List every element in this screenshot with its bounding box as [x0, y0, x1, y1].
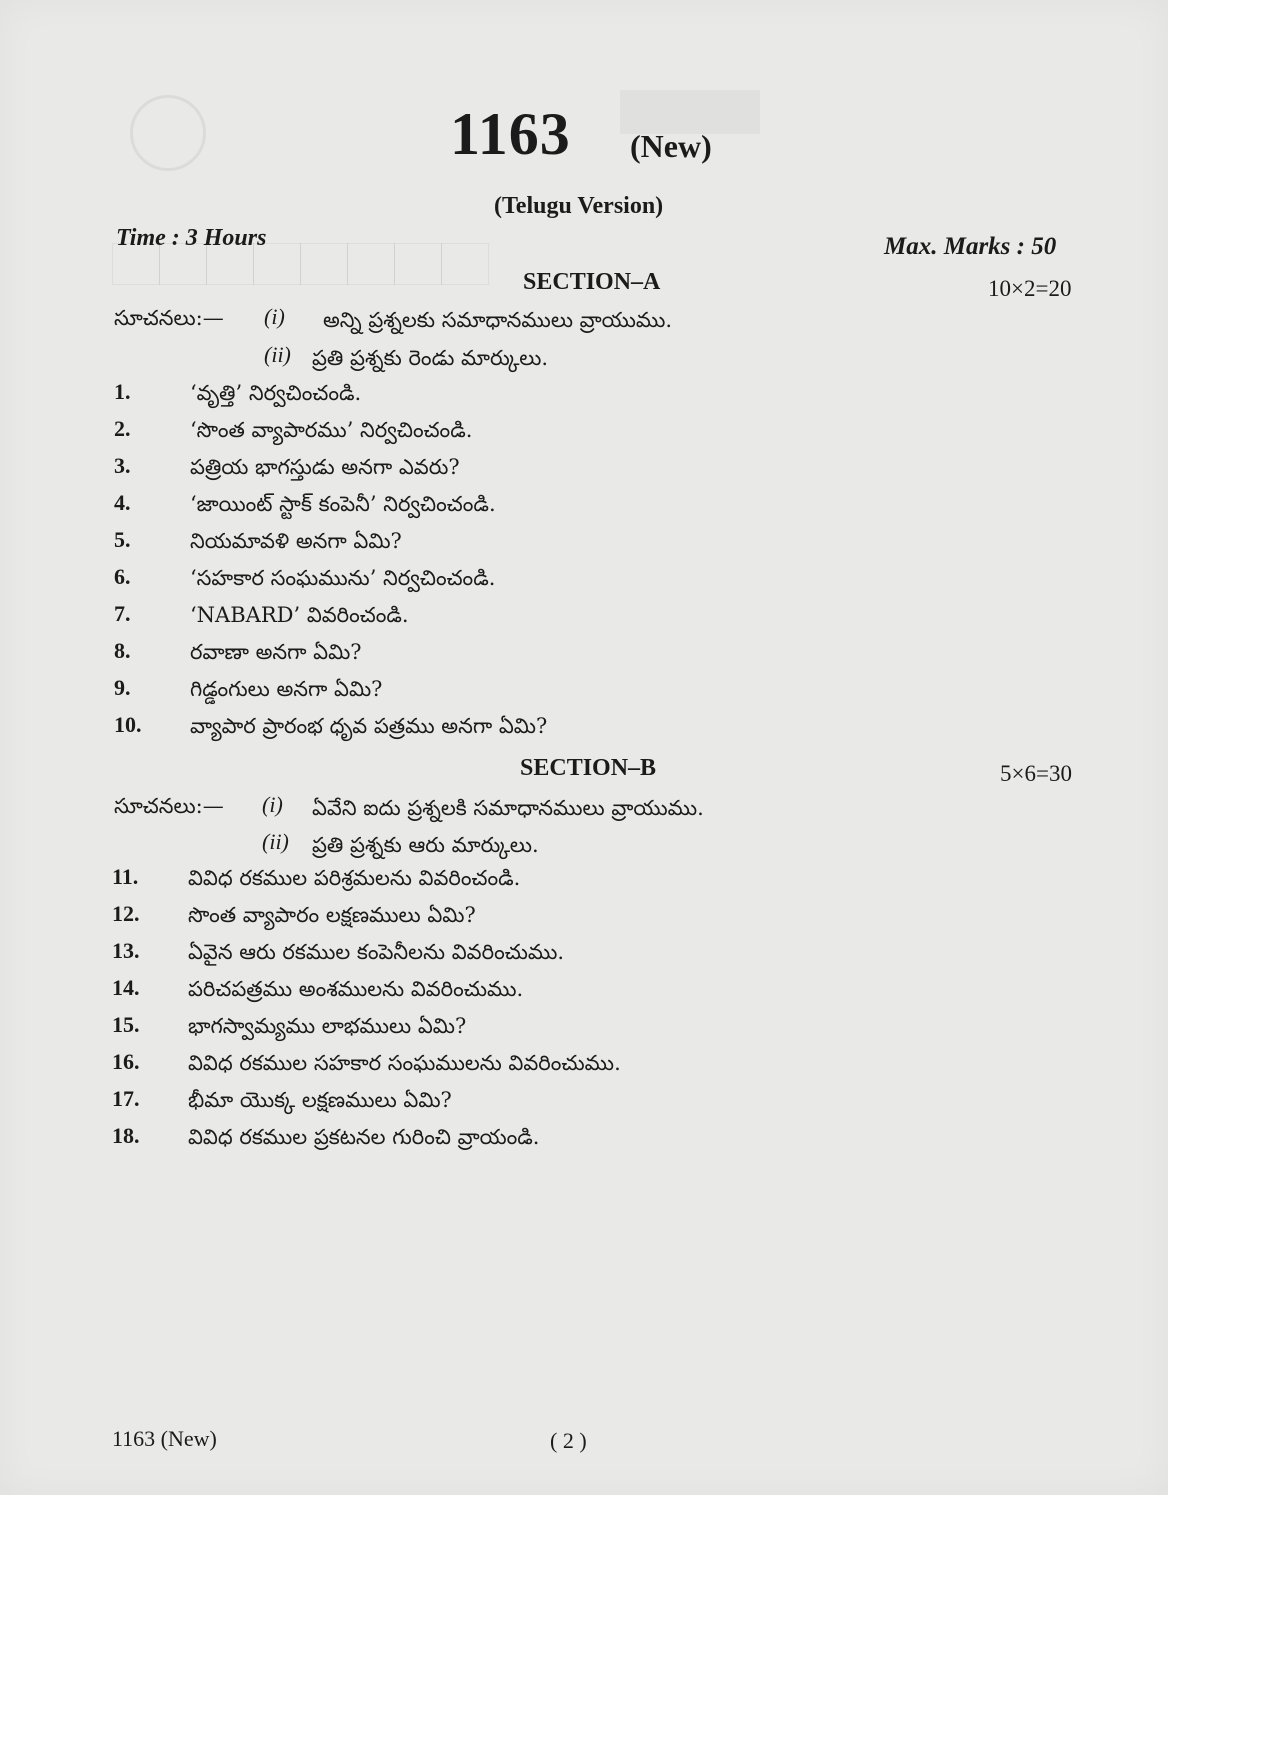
section-b-note-index: (i) — [262, 792, 283, 817]
paper-code-suffix: (New) — [630, 128, 712, 164]
question-number: 14. — [112, 975, 140, 1000]
question-number: 4. — [114, 490, 131, 515]
question-number: 1. — [114, 379, 131, 404]
question-text: ‘NABARD’ వివరించండి. — [190, 603, 409, 627]
question-number: 11. — [112, 864, 139, 889]
question-text: పత్రియ భాగస్తుడు అనగా ఎవరు? — [190, 455, 460, 479]
page-number: ( 2 ) — [550, 1428, 587, 1453]
paper-code: 1163 — [450, 101, 571, 167]
question-number: 9. — [114, 675, 131, 700]
question-number: 5. — [114, 527, 131, 552]
question-number: 2. — [114, 416, 131, 441]
question-number: 12. — [112, 901, 140, 926]
question-text: భీమా యొక్క లక్షణములు ఏమి? — [188, 1088, 452, 1112]
section-a-note-text: ప్రతి ప్రశ్నకు రెండు మార్కులు. — [312, 346, 549, 370]
question-text: పరిచపత్రము అంశములను వివరించుము. — [188, 977, 524, 1001]
section-b-note-index: (ii) — [262, 829, 289, 854]
question-text: ‘సహకార సంఘమును’ నిర్వచించండి. — [190, 566, 496, 590]
question-number: 8. — [114, 638, 131, 663]
question-text: ‘జాయింట్ స్టాక్ కంపెనీ’ నిర్వచించండి. — [190, 492, 496, 516]
section-b-note-label: సూచనలు:— — [114, 794, 224, 818]
section-b-score: 5×6=30 — [1000, 761, 1072, 786]
question-number: 7. — [114, 601, 131, 626]
question-number: 16. — [112, 1049, 140, 1074]
section-a-note-text: అన్ని ప్రశ్నలకు సమాధానములు వ్రాయుము. — [323, 308, 673, 332]
question-text: రవాణా అనగా ఏమి? — [190, 640, 362, 664]
question-text: సొంత వ్యాపారం లక్షణములు ఏమి? — [188, 903, 476, 927]
time-label: Time : 3 Hours — [116, 225, 267, 251]
question-number: 18. — [112, 1123, 140, 1148]
footer-paper-code: 1163 (New) — [112, 1426, 217, 1451]
section-a-title: SECTION–A — [523, 269, 661, 295]
section-a-note-index: (i) — [264, 304, 285, 329]
question-text: నియమావళి అనగా ఏమి? — [190, 529, 402, 553]
question-text: ఏవైన ఆరు రకముల కంపెనీలను వివరించుము. — [188, 940, 565, 964]
question-number: 3. — [114, 453, 131, 478]
max-marks-label: Max. Marks : 50 — [884, 233, 1057, 260]
question-text: వివిధ రకముల పరిశ్రమలను వివరించండి. — [188, 866, 521, 890]
question-number: 13. — [112, 938, 140, 963]
version-label: (Telugu Version) — [494, 193, 664, 219]
section-a-note-index: (ii) — [264, 342, 291, 367]
section-b-note-text: ప్రతి ప్రశ్నకు ఆరు మార్కులు. — [312, 833, 539, 857]
question-number: 15. — [112, 1012, 140, 1037]
question-number: 17. — [112, 1086, 140, 1111]
section-b-note-text: ఏవేని ఐదు ప్రశ్నలకి సమాధానములు వ్రాయుము. — [312, 796, 704, 820]
question-number: 10. — [114, 712, 142, 737]
question-text: వివిధ రకముల ప్రకటనల గురించి వ్రాయండి. — [188, 1125, 540, 1149]
section-a-note-label: సూచనలు:— — [114, 306, 224, 330]
question-text: ‘సొంత వ్యాపారము’ నిర్వచించండి. — [190, 418, 473, 442]
question-text: గిడ్డంగులు అనగా ఏమి? — [190, 677, 383, 701]
question-text: భాగస్వామ్యము లాభములు ఏమి? — [188, 1014, 467, 1038]
section-b-title: SECTION–B — [520, 755, 657, 781]
section-a-score: 10×2=20 — [988, 276, 1072, 301]
question-text: వివిధ రకముల సహకార సంఘములను వివరించుము. — [188, 1051, 621, 1075]
question-number: 6. — [114, 564, 131, 589]
question-text: వ్యాపార ప్రారంభ ధృవ పత్రము అనగా ఏమి? — [190, 714, 548, 738]
question-text: ‘వృత్తి’ నిర్వచించండి. — [190, 381, 362, 405]
